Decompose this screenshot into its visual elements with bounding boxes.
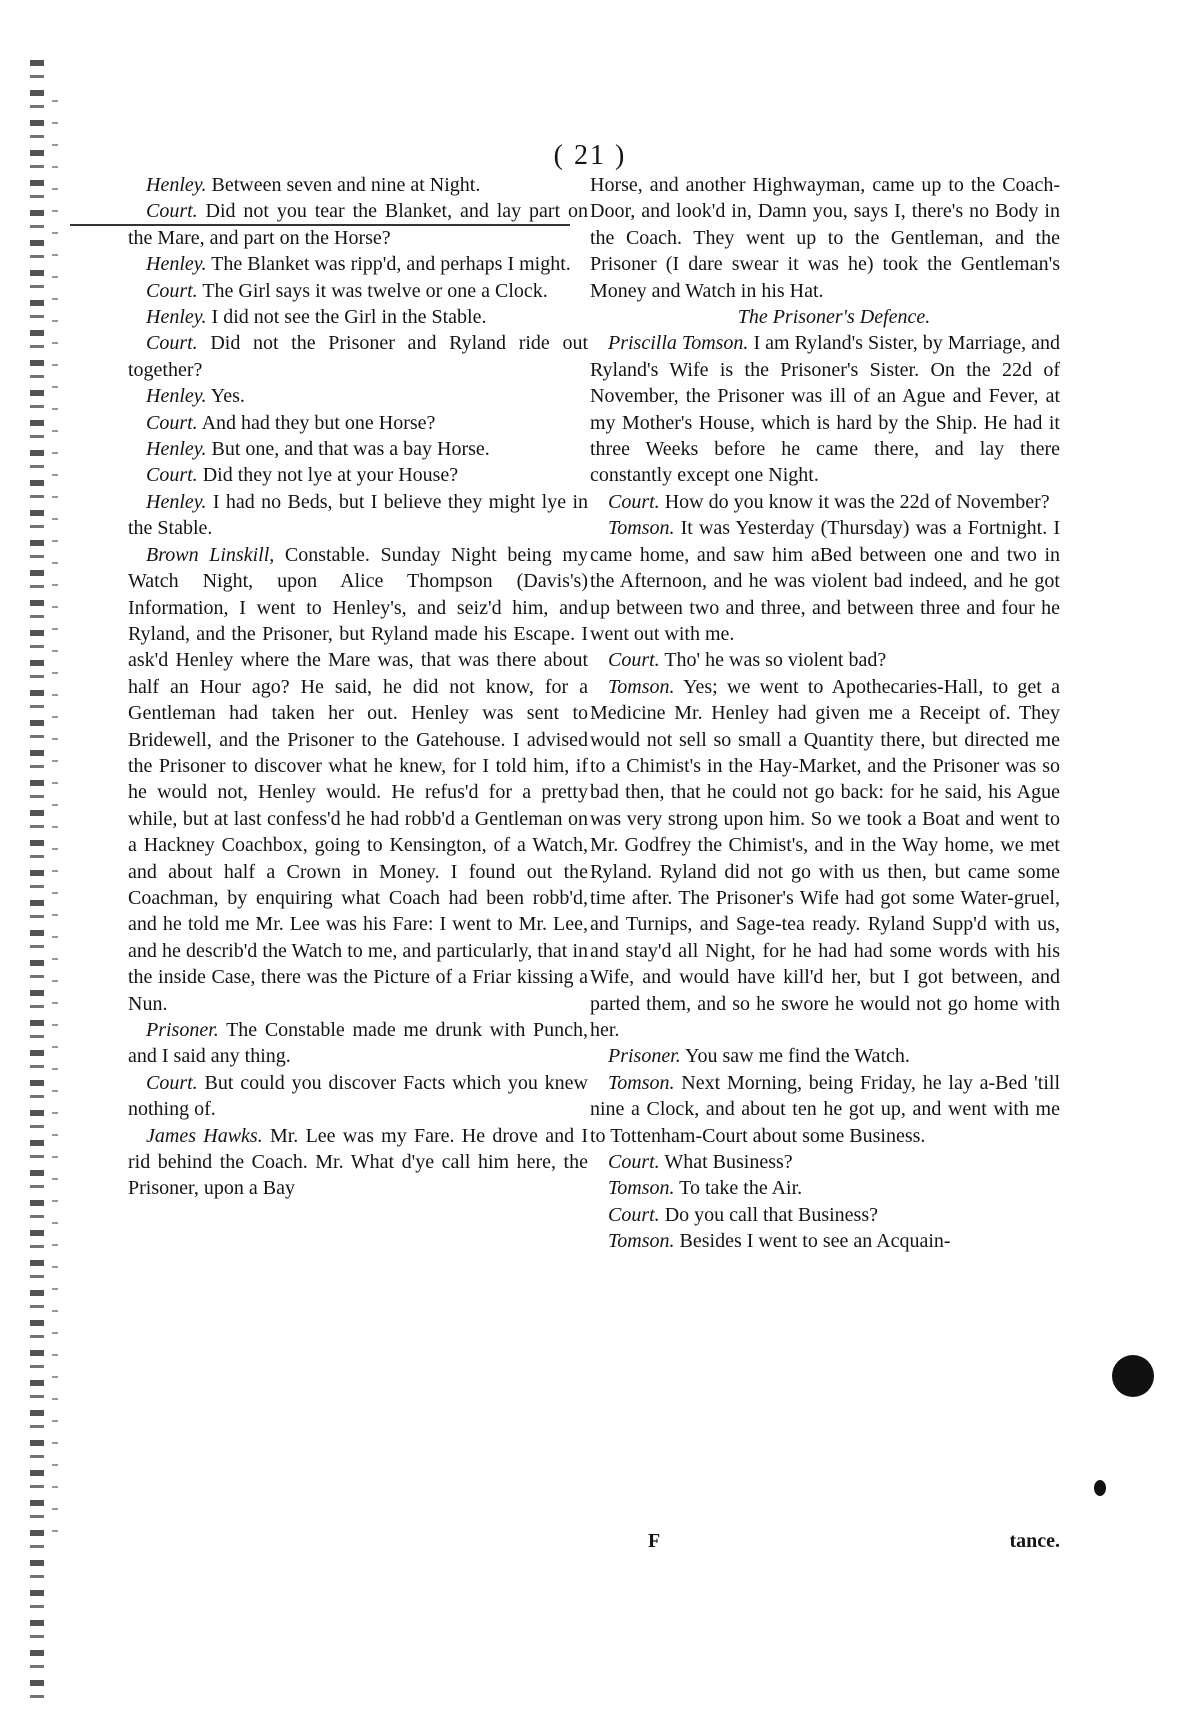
testimony-paragraph bbox=[128, 542, 588, 1017]
testimony-paragraph bbox=[590, 1070, 1060, 1149]
testimony-paragraph bbox=[128, 278, 588, 304]
testimony-paragraph bbox=[128, 198, 588, 251]
speaker-name: Court. bbox=[608, 490, 660, 513]
speaker-name: Court. bbox=[608, 1203, 660, 1226]
testimony-text: Tho' he was so violent bad? bbox=[659, 649, 887, 672]
left-column bbox=[128, 172, 588, 1202]
testimony-text: Did not the Prisoner and Ryland ride out together? bbox=[128, 332, 588, 381]
testimony-paragraph bbox=[590, 1202, 1060, 1228]
speaker-name: Court. bbox=[608, 649, 660, 672]
speaker-name: Tomson. bbox=[608, 1071, 675, 1094]
testimony-text: How do you know it was the 22d of November? bbox=[659, 490, 1050, 513]
testimony-text: But one, and that was a bay Horse. bbox=[206, 438, 490, 461]
testimony-text: The Constable made me drunk with Punch, and I said any thing. bbox=[128, 1019, 588, 1068]
right-column-intro: Horse, and another Highwayman, came up to the Coach-Door, and look'd in, Damn you, says I, there's no Body in the Coach. They went up to the Gentleman, and the Prisoner (I dare swear it was he) took the Gentleman's Money and Watch in his Hat. bbox=[590, 174, 1060, 302]
binding-edge-shadow bbox=[30, 60, 44, 1700]
speaker-name: Court. bbox=[146, 411, 198, 434]
testimony-paragraph bbox=[590, 1149, 1060, 1175]
testimony-text: Did they not lye at your House? bbox=[197, 464, 459, 487]
testimony-text: The Blanket was ripp'd, and perhaps I might. bbox=[206, 253, 571, 276]
speaker-name: Court. bbox=[146, 332, 198, 355]
testimony-text: I am Ryland's Sister, by Marriage, and Ryland's Wife is the Prisoner's Sister. On the 22d of November, the Prisoner was ill of an Ague and Fever, at my Mother's House, which is hard by the Ship. He had it three Weeks before he came there, and lay there constantly except one Night. bbox=[590, 332, 1060, 487]
ink-blot bbox=[1112, 1355, 1154, 1397]
testimony-paragraph bbox=[590, 330, 1060, 488]
speaker-name: Henley. bbox=[146, 306, 207, 329]
speaker-name: James Hawks. bbox=[146, 1124, 263, 1147]
testimony-paragraph bbox=[128, 304, 588, 330]
speaker-name: Court. bbox=[146, 464, 198, 487]
speaker-name: Court. bbox=[146, 279, 198, 302]
testimony-text: Do you call that Business? bbox=[659, 1203, 878, 1226]
testimony-text: But could you discover Facts which you knew nothing of. bbox=[128, 1071, 588, 1121]
testimony-text: To take the Air. bbox=[674, 1177, 803, 1200]
speaker-name: Prisoner. bbox=[146, 1019, 219, 1041]
testimony-text: Yes; we went to Apothecaries-Hall, to get a Medicine Mr. Henley had given me a Receipt of. They would not sell so small a Quantity there, but directed me to a Chimist's in the Hay-Market, and the Prisoner was so bad then, that he could not go back: for he said, his Ague was very strong upon him. So we took a Boat and went to Mr. Godfrey the Chimist's, and in the Way home, we met Ryland. Ryland did not go with us then, but came some time after. The Prisoner's Wife had got some Water-gruel, and Turnips, and Sage-tea ready. Ryland Supp'd with us, and stay'd all Night, for he had had some words with his Wife, and would have kill'd her, but I got between, and parted them, and so he swore he would not go home with her. bbox=[590, 675, 1060, 1041]
testimony-text: What Business? bbox=[659, 1151, 793, 1174]
testimony-text: Constable. Sunday Night being my Watch Night, upon Alice Thompson (Davis's) Information, I went to Henley's, and seiz'd him, and Ryland, and the Prisoner, but Ryland made his Escape. I ask'd Henley where the Mare was, that was there about half an Hour ago? He said, he did not know, for a Gentleman had taken her out. Henley was sent to Bridewell, and the Prisoner to the Gatehouse. I advised the Prisoner to discover what he knew, for I told him, if he would not, Henley would. He refus'd for a pretty while, but at last confess'd he had robb'd a Gentleman on a Hackney Coachbox, going to Kensington, of a Watch, and about half a Crown in Money. I found out the Coachman, by enquiring what Coach had been robb'd, and he told me Mr. Lee was his Fare: I went to Mr. Lee, and he describ'd the Watch to me, and particularly, that in the inside Case, there was the Picture of a Friar kissing a Nun. bbox=[128, 543, 588, 1015]
testimony-paragraph bbox=[590, 489, 1060, 515]
speaker-name: Henley. bbox=[146, 174, 207, 196]
testimony-text: You saw me find the Watch. bbox=[680, 1045, 910, 1068]
testimony-paragraph bbox=[128, 436, 588, 462]
speaker-name: Court. bbox=[146, 200, 198, 223]
testimony-text: Yes. bbox=[206, 385, 245, 408]
testimony-text: Did not you tear the Blanket, and lay part on the Mare, and part on the Horse? bbox=[128, 200, 588, 249]
page-footer bbox=[128, 1530, 1060, 1558]
testimony-text: The Girl says it was twelve or one a Clock. bbox=[197, 279, 548, 302]
testimony-paragraph bbox=[128, 1070, 588, 1123]
speaker-name: Tomson. bbox=[608, 1230, 675, 1253]
page-number: ( 21 ) bbox=[553, 140, 627, 171]
testimony-paragraph bbox=[590, 515, 1060, 647]
speaker-name: Court. bbox=[608, 1151, 660, 1174]
testimony-paragraph bbox=[128, 1123, 588, 1202]
testimony-text: Besides I went to see an Acquain- bbox=[674, 1230, 951, 1253]
catchword: tance. bbox=[1009, 1530, 1060, 1552]
testimony-paragraph bbox=[128, 489, 588, 542]
speaker-name: Henley. bbox=[146, 253, 207, 276]
testimony-paragraph bbox=[128, 330, 588, 383]
testimony-paragraph bbox=[128, 1017, 588, 1070]
speaker-name: Tomson. bbox=[608, 675, 675, 698]
testimony-text: And had they but one Horse? bbox=[197, 411, 436, 434]
speaker-name: Tomson. bbox=[608, 1177, 675, 1200]
testimony-text: I had no Beds, but I believe they might lye in the Stable. bbox=[128, 490, 588, 540]
testimony-paragraph bbox=[590, 1228, 1060, 1254]
speaker-name: Henley. bbox=[146, 385, 207, 408]
binding-edge-specks bbox=[52, 100, 58, 1550]
signature-mark: F bbox=[648, 1530, 661, 1552]
testimony-text: I did not see the Girl in the Stable. bbox=[206, 306, 487, 329]
testimony-paragraph bbox=[590, 1175, 1060, 1201]
testimony-paragraph bbox=[128, 383, 588, 409]
ink-spot bbox=[1094, 1480, 1106, 1496]
testimony-paragraph bbox=[590, 1043, 1060, 1069]
testimony-paragraph bbox=[590, 647, 1060, 673]
testimony-paragraph bbox=[128, 251, 588, 277]
right-column bbox=[590, 172, 1060, 1255]
defence-heading: The Prisoner's Defence. bbox=[737, 306, 931, 329]
testimony-text: Between seven and nine at Night. bbox=[206, 174, 481, 196]
speaker-name: Prisoner. bbox=[608, 1045, 681, 1068]
speaker-name: Henley. bbox=[146, 438, 207, 461]
testimony-text: It was Yesterday (Thursday) was a Fortnight. I came home, and saw him aBed between one and two in the Afternoon, and he was violent bad indeed, and he got up between two and three, and between three and four he went out with me. bbox=[590, 517, 1060, 645]
testimony-paragraph bbox=[128, 172, 588, 198]
speaker-name: Henley. bbox=[146, 490, 207, 513]
speaker-name: Brown Linskill, bbox=[146, 543, 275, 566]
speaker-name: Priscilla Tomson. bbox=[608, 332, 749, 355]
testimony-paragraph bbox=[128, 410, 588, 436]
right-column-entries bbox=[590, 330, 1060, 1254]
speaker-name: Court. bbox=[146, 1071, 198, 1094]
speaker-name: Tomson. bbox=[608, 517, 675, 540]
testimony-text: Next Morning, being Friday, he lay a-Bed 'till nine a Clock, and about ten he got up, and went with me to Tottenham-Court about some Business. bbox=[590, 1071, 1060, 1147]
testimony-text: Mr. Lee was my Fare. He drove and I rid behind the Coach. Mr. What d'ye call him here, the Prisoner, upon a Bay bbox=[128, 1124, 588, 1200]
testimony-paragraph bbox=[128, 462, 588, 488]
testimony-paragraph bbox=[590, 674, 1060, 1044]
